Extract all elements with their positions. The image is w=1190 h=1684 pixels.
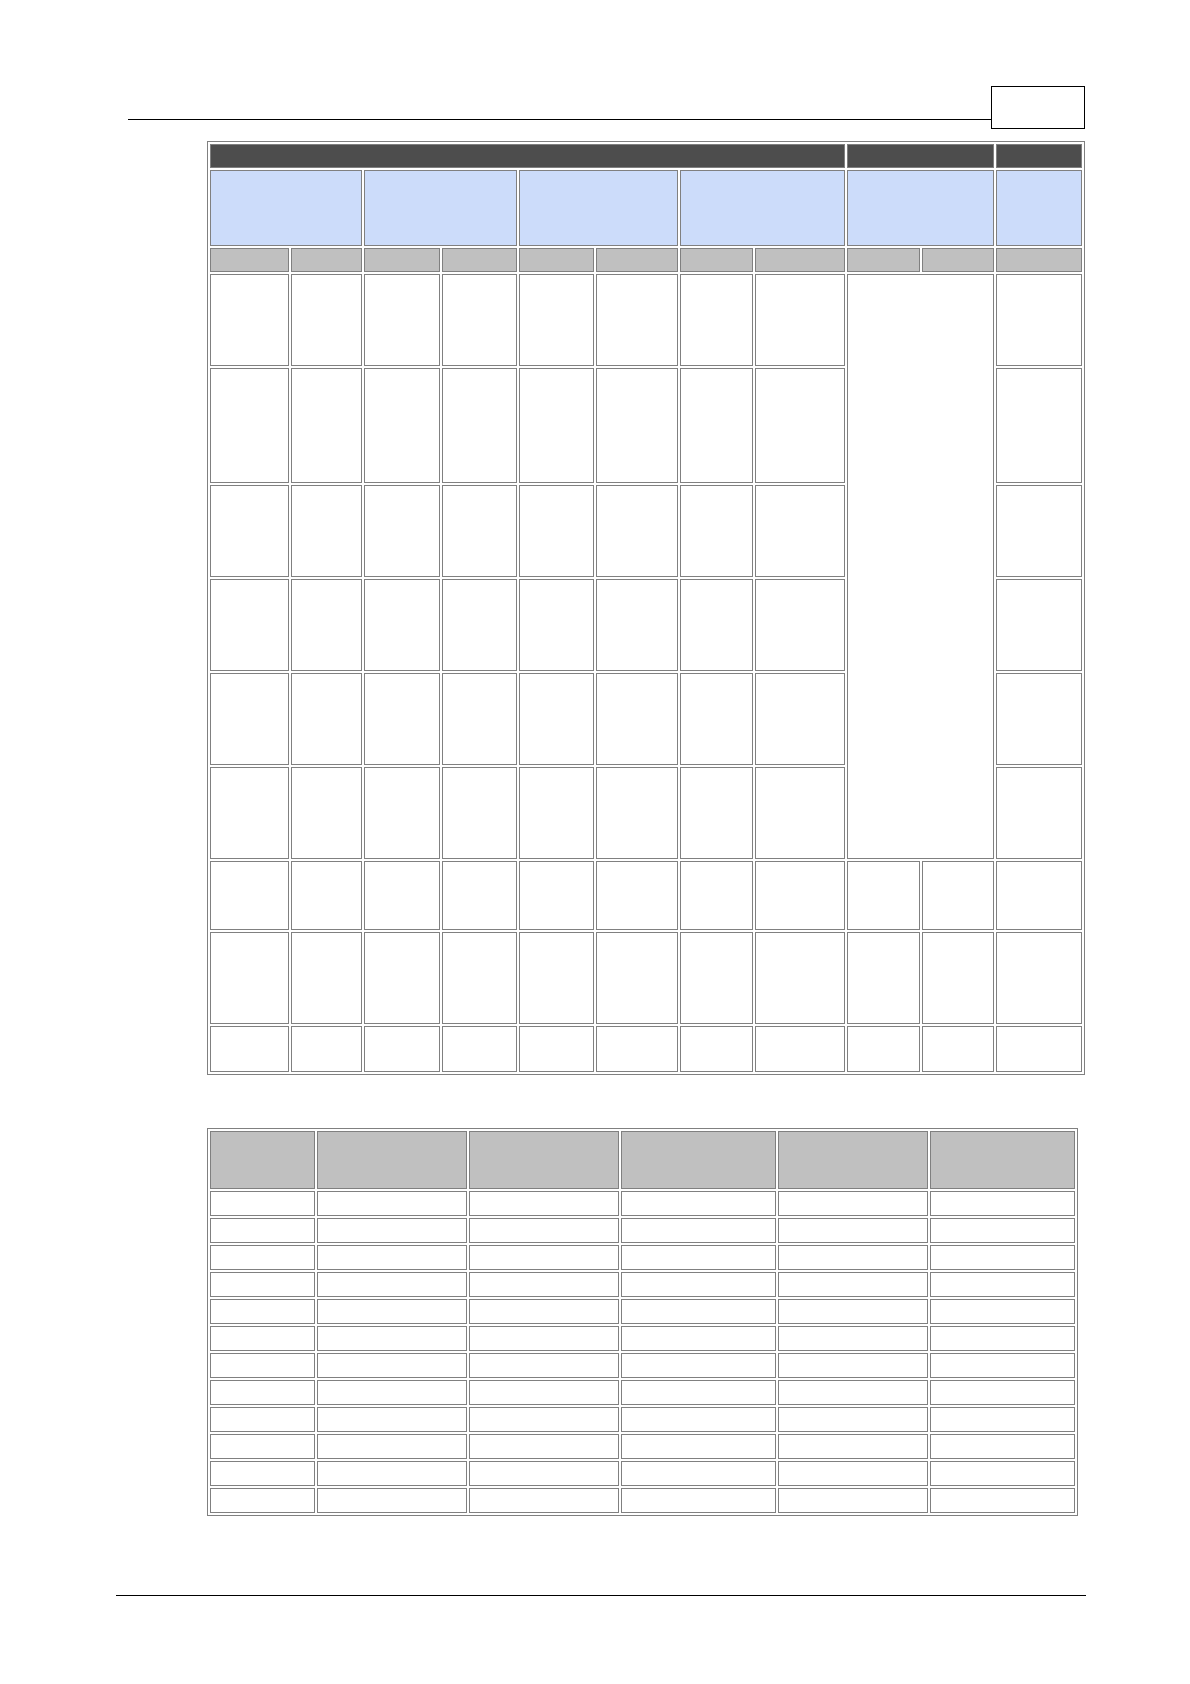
table-cell	[469, 1272, 619, 1297]
table-row	[210, 274, 1082, 366]
table-cell	[519, 932, 594, 1024]
table-cell	[596, 485, 678, 577]
column-header	[621, 1131, 776, 1189]
table-cell	[621, 1272, 776, 1297]
table-cell	[930, 1434, 1075, 1459]
table-cell	[778, 1191, 928, 1216]
table-cell	[210, 1191, 315, 1216]
table-cell	[364, 932, 440, 1024]
table-cell	[291, 861, 362, 930]
table-cell	[469, 1407, 619, 1432]
table-cell	[210, 1272, 315, 1297]
table-cell	[469, 1326, 619, 1351]
table-cell	[210, 1299, 315, 1324]
table-cell	[519, 274, 594, 366]
table-cell	[847, 932, 920, 1024]
table-row	[210, 1191, 1075, 1216]
table-cell	[996, 485, 1082, 577]
sub-header	[519, 248, 594, 272]
table-cell	[680, 767, 753, 859]
table-cell	[210, 485, 289, 577]
table-cell	[621, 1380, 776, 1405]
table-cell	[291, 579, 362, 671]
table-cell	[596, 274, 678, 366]
table-cell	[621, 1191, 776, 1216]
table-cell	[778, 1380, 928, 1405]
sub-header	[291, 248, 362, 272]
table-cell	[442, 932, 517, 1024]
table-cell	[442, 861, 517, 930]
header-rule	[128, 119, 991, 120]
table-cell	[778, 1407, 928, 1432]
table-cell	[442, 579, 517, 671]
table-row	[210, 1380, 1075, 1405]
table-cell	[621, 1407, 776, 1432]
summary-title-row	[210, 144, 1082, 168]
table-cell	[847, 1026, 920, 1072]
table-row	[210, 1326, 1075, 1351]
detail-table	[207, 1128, 1078, 1516]
table-cell	[755, 1026, 845, 1072]
column-header	[317, 1131, 467, 1189]
summary-title-cell	[847, 144, 994, 168]
table-cell	[291, 274, 362, 366]
table-cell	[621, 1488, 776, 1513]
group-header	[210, 170, 362, 246]
table-cell	[442, 673, 517, 765]
table-cell	[519, 368, 594, 483]
table-cell	[210, 274, 289, 366]
table-cell	[317, 1218, 467, 1243]
table-cell	[621, 1299, 776, 1324]
table-cell	[469, 1380, 619, 1405]
table-cell	[442, 1026, 517, 1072]
sub-header	[922, 248, 994, 272]
summary-group-row	[210, 170, 1082, 246]
table-cell	[996, 368, 1082, 483]
table-cell	[680, 1026, 753, 1072]
table-row	[210, 1434, 1075, 1459]
table-cell	[291, 1026, 362, 1072]
group-header	[364, 170, 517, 246]
table-cell	[755, 932, 845, 1024]
table-cell	[922, 932, 994, 1024]
table-cell	[210, 861, 289, 930]
table-row	[210, 1461, 1075, 1486]
table-cell	[364, 274, 440, 366]
table-cell	[469, 1461, 619, 1486]
table-cell	[210, 1407, 315, 1432]
sub-header	[210, 248, 289, 272]
table-cell	[519, 1026, 594, 1072]
sub-header	[596, 248, 678, 272]
table-cell	[469, 1299, 619, 1324]
table-cell	[210, 1245, 315, 1270]
table-cell	[755, 861, 845, 930]
table-cell	[442, 485, 517, 577]
table-cell	[930, 1407, 1075, 1432]
table-cell	[317, 1407, 467, 1432]
table-cell	[364, 673, 440, 765]
table-cell	[680, 579, 753, 671]
summary-title-cell	[210, 144, 845, 168]
table-cell	[210, 932, 289, 1024]
table-cell	[317, 1353, 467, 1378]
table-cell	[778, 1434, 928, 1459]
table-cell	[930, 1272, 1075, 1297]
detail-header-row	[210, 1131, 1075, 1189]
table-cell	[291, 368, 362, 483]
table-cell	[469, 1218, 619, 1243]
table-cell	[317, 1380, 467, 1405]
table-cell	[996, 1026, 1082, 1072]
table-cell	[621, 1218, 776, 1243]
table-cell	[996, 274, 1082, 366]
table-row	[210, 932, 1082, 1024]
table-cell	[922, 861, 994, 930]
table-cell	[364, 485, 440, 577]
table-cell	[210, 1326, 315, 1351]
table-cell	[930, 1326, 1075, 1351]
table-cell	[778, 1461, 928, 1486]
table-cell	[291, 932, 362, 1024]
table-cell	[596, 932, 678, 1024]
detail-table-body	[210, 1191, 1075, 1513]
table-cell	[364, 861, 440, 930]
table-cell	[778, 1299, 928, 1324]
table-cell	[755, 673, 845, 765]
page-number-box	[991, 86, 1085, 129]
table-cell	[922, 1026, 994, 1072]
table-cell	[317, 1488, 467, 1513]
table-cell	[317, 1434, 467, 1459]
table-cell	[930, 1191, 1075, 1216]
group-header	[680, 170, 845, 246]
summary-table	[207, 141, 1085, 1075]
table-cell	[930, 1461, 1075, 1486]
table-cell	[210, 1218, 315, 1243]
table-cell	[317, 1245, 467, 1270]
table-cell	[680, 932, 753, 1024]
table-cell	[778, 1353, 928, 1378]
table-cell	[210, 673, 289, 765]
table-cell	[291, 485, 362, 577]
table-cell	[596, 861, 678, 930]
table-cell	[680, 485, 753, 577]
table-cell	[317, 1326, 467, 1351]
table-cell	[621, 1326, 776, 1351]
table-cell	[680, 861, 753, 930]
group-header	[996, 170, 1082, 246]
table-row	[210, 1026, 1082, 1072]
table-cell	[778, 1326, 928, 1351]
table-cell	[469, 1488, 619, 1513]
table-cell	[210, 1026, 289, 1072]
table-cell	[930, 1353, 1075, 1378]
column-header	[210, 1131, 315, 1189]
table-row	[210, 1299, 1075, 1324]
table-cell	[210, 1380, 315, 1405]
table-cell	[469, 1434, 619, 1459]
table-cell	[930, 1488, 1075, 1513]
table-cell	[317, 1272, 467, 1297]
table-cell	[680, 368, 753, 483]
table-cell	[364, 368, 440, 483]
table-cell	[778, 1488, 928, 1513]
table-cell	[755, 579, 845, 671]
table-cell	[680, 274, 753, 366]
table-cell	[317, 1299, 467, 1324]
table-cell	[291, 673, 362, 765]
table-row	[210, 1407, 1075, 1432]
column-header	[930, 1131, 1075, 1189]
sub-header	[996, 248, 1082, 272]
table-cell	[519, 485, 594, 577]
table-cell	[755, 368, 845, 483]
table-cell	[469, 1353, 619, 1378]
table-cell	[317, 1461, 467, 1486]
table-cell	[996, 861, 1082, 930]
table-cell	[755, 485, 845, 577]
table-cell	[847, 861, 920, 930]
merged-cell	[847, 274, 994, 859]
table-cell	[621, 1353, 776, 1378]
table-cell	[755, 274, 845, 366]
summary-subheader-row	[210, 248, 1082, 272]
table-row	[210, 1245, 1075, 1270]
sub-header	[442, 248, 517, 272]
table-cell	[210, 579, 289, 671]
table-cell	[596, 1026, 678, 1072]
sub-header	[680, 248, 753, 272]
table-cell	[364, 579, 440, 671]
table-cell	[442, 767, 517, 859]
table-cell	[519, 861, 594, 930]
table-cell	[930, 1218, 1075, 1243]
table-cell	[930, 1245, 1075, 1270]
table-cell	[210, 767, 289, 859]
table-cell	[596, 579, 678, 671]
table-row	[210, 1272, 1075, 1297]
table-cell	[210, 1488, 315, 1513]
group-header	[519, 170, 678, 246]
table-cell	[996, 932, 1082, 1024]
table-cell	[519, 673, 594, 765]
table-cell	[469, 1245, 619, 1270]
table-cell	[469, 1191, 619, 1216]
table-cell	[621, 1434, 776, 1459]
table-cell	[596, 673, 678, 765]
footer-rule	[116, 1595, 1086, 1596]
summary-title-cell	[996, 144, 1082, 168]
sub-header	[847, 248, 920, 272]
table-cell	[291, 767, 362, 859]
table-row	[210, 1488, 1075, 1513]
table-cell	[930, 1380, 1075, 1405]
table-cell	[778, 1245, 928, 1270]
column-header	[778, 1131, 928, 1189]
group-header	[847, 170, 994, 246]
table-cell	[680, 673, 753, 765]
table-cell	[755, 767, 845, 859]
column-header	[469, 1131, 619, 1189]
table-cell	[210, 1461, 315, 1486]
table-cell	[778, 1218, 928, 1243]
table-cell	[596, 368, 678, 483]
sub-header	[364, 248, 440, 272]
table-row	[210, 1353, 1075, 1378]
table-cell	[210, 368, 289, 483]
sub-header	[755, 248, 845, 272]
table-cell	[996, 673, 1082, 765]
table-cell	[930, 1299, 1075, 1324]
table-cell	[778, 1272, 928, 1297]
table-cell	[596, 767, 678, 859]
table-cell	[519, 579, 594, 671]
table-cell	[621, 1461, 776, 1486]
table-cell	[210, 1434, 315, 1459]
table-cell	[442, 274, 517, 366]
table-cell	[519, 767, 594, 859]
table-cell	[317, 1191, 467, 1216]
table-cell	[210, 1353, 315, 1378]
table-cell	[364, 767, 440, 859]
table-cell	[996, 579, 1082, 671]
table-cell	[364, 1026, 440, 1072]
table-cell	[996, 767, 1082, 859]
table-row	[210, 1218, 1075, 1243]
table-row	[210, 861, 1082, 930]
table-cell	[442, 368, 517, 483]
table-cell	[621, 1245, 776, 1270]
